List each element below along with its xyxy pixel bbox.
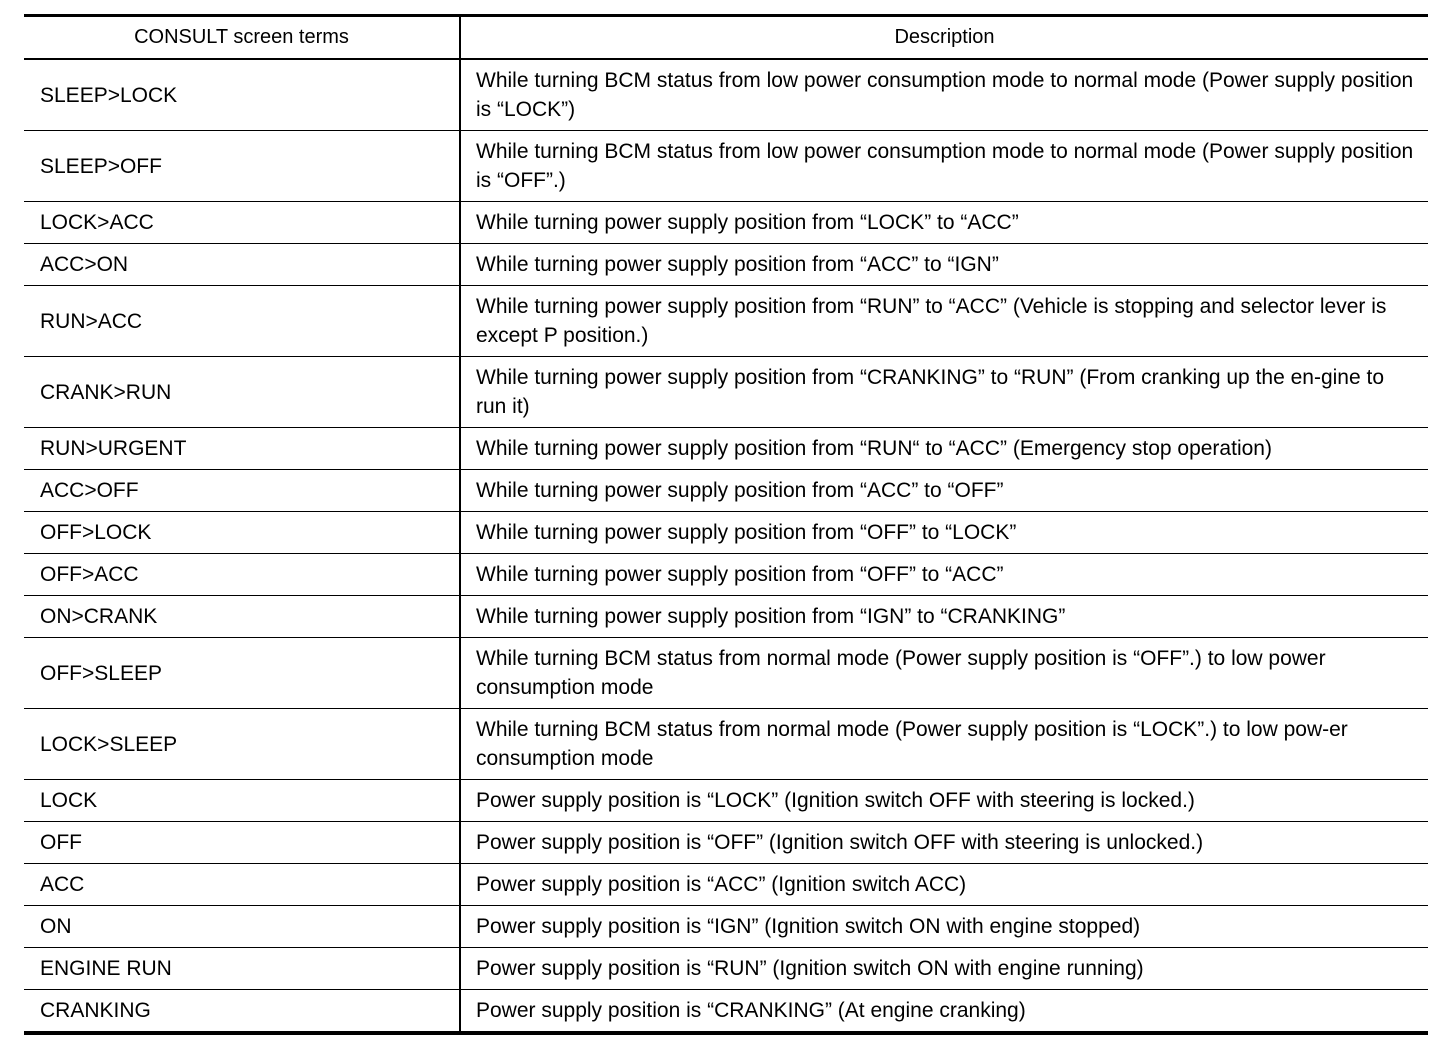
term-cell: OFF — [24, 822, 460, 864]
table-row — [24, 470, 1428, 512]
description-cell: Power supply position is “IGN” (Ignition switch ON with engine stopped) — [460, 906, 1428, 948]
description-cell: While turning power supply position from “RUN” to “ACC” (Vehicle is stopping and selector lever is except P position.) — [460, 286, 1428, 357]
table-row — [24, 780, 1428, 822]
term-cell: ON — [24, 906, 460, 948]
table-header-row — [24, 16, 1428, 60]
description-cell: Power supply position is “ACC” (Ignition switch ACC) — [460, 864, 1428, 906]
term-cell: OFF>ACC — [24, 554, 460, 596]
term-cell: LOCK — [24, 780, 460, 822]
description-cell: While turning power supply position from “ACC” to “IGN” — [460, 244, 1428, 286]
table-row — [24, 357, 1428, 428]
table-row — [24, 512, 1428, 554]
table-row — [24, 948, 1428, 990]
table-row — [24, 709, 1428, 780]
table-row — [24, 428, 1428, 470]
term-cell: ENGINE RUN — [24, 948, 460, 990]
consult-terms-table — [24, 14, 1428, 1035]
description-cell: While turning BCM status from low power consumption mode to normal mode (Power supply position is “OFF”.) — [460, 131, 1428, 202]
table-row — [24, 822, 1428, 864]
description-cell: While turning power supply position from “OFF” to “ACC” — [460, 554, 1428, 596]
description-cell: Power supply position is “RUN” (Ignition switch ON with engine running) — [460, 948, 1428, 990]
description-cell: While turning power supply position from “ACC” to “OFF” — [460, 470, 1428, 512]
table-row — [24, 864, 1428, 906]
column-header-term: CONSULT screen terms — [24, 16, 460, 60]
term-cell: ACC>OFF — [24, 470, 460, 512]
table-row — [24, 596, 1428, 638]
table-row — [24, 286, 1428, 357]
term-cell: LOCK>ACC — [24, 202, 460, 244]
description-cell: While turning power supply position from “RUN“ to “ACC” (Emergency stop operation) — [460, 428, 1428, 470]
description-cell: While turning power supply position from “OFF” to “LOCK” — [460, 512, 1428, 554]
table-row — [24, 131, 1428, 202]
term-cell: RUN>ACC — [24, 286, 460, 357]
term-cell: CRANK>RUN — [24, 357, 460, 428]
table-row — [24, 906, 1428, 948]
term-cell: ACC — [24, 864, 460, 906]
term-cell: SLEEP>OFF — [24, 131, 460, 202]
table-row — [24, 202, 1428, 244]
description-cell: While turning BCM status from low power consumption mode to normal mode (Power supply position is “LOCK”) — [460, 59, 1428, 131]
term-cell: CRANKING — [24, 990, 460, 1034]
description-cell: While turning BCM status from normal mode (Power supply position is “LOCK”.) to low pow-er consumption mode — [460, 709, 1428, 780]
table-row — [24, 244, 1428, 286]
term-cell: ACC>ON — [24, 244, 460, 286]
description-cell: While turning power supply position from “CRANKING” to “RUN” (From cranking up the en-gine to run it) — [460, 357, 1428, 428]
column-header-description: Description — [460, 16, 1428, 60]
term-cell: LOCK>SLEEP — [24, 709, 460, 780]
description-cell: Power supply position is “LOCK” (Ignition switch OFF with steering is locked.) — [460, 780, 1428, 822]
description-cell: While turning power supply position from “LOCK” to “ACC” — [460, 202, 1428, 244]
description-cell: Power supply position is “CRANKING” (At engine cranking) — [476, 999, 1026, 1022]
term-cell: OFF>SLEEP — [24, 638, 460, 709]
term-cell: SLEEP>LOCK — [24, 59, 460, 131]
description-cell: Power supply position is “OFF” (Ignition switch OFF with steering is unlocked.) — [460, 822, 1428, 864]
term-cell: RUN>URGENT — [24, 428, 460, 470]
table-row — [24, 59, 1428, 131]
term-cell: ON>CRANK — [24, 596, 460, 638]
table-row — [24, 990, 1428, 1034]
description-cell: While turning power supply position from “IGN” to “CRANKING” — [460, 596, 1428, 638]
term-cell: OFF>LOCK — [24, 512, 460, 554]
table-row — [24, 638, 1428, 709]
table-row — [24, 554, 1428, 596]
description-cell: While turning BCM status from normal mode (Power supply position is “OFF”.) to low power consumption mode — [460, 638, 1428, 709]
